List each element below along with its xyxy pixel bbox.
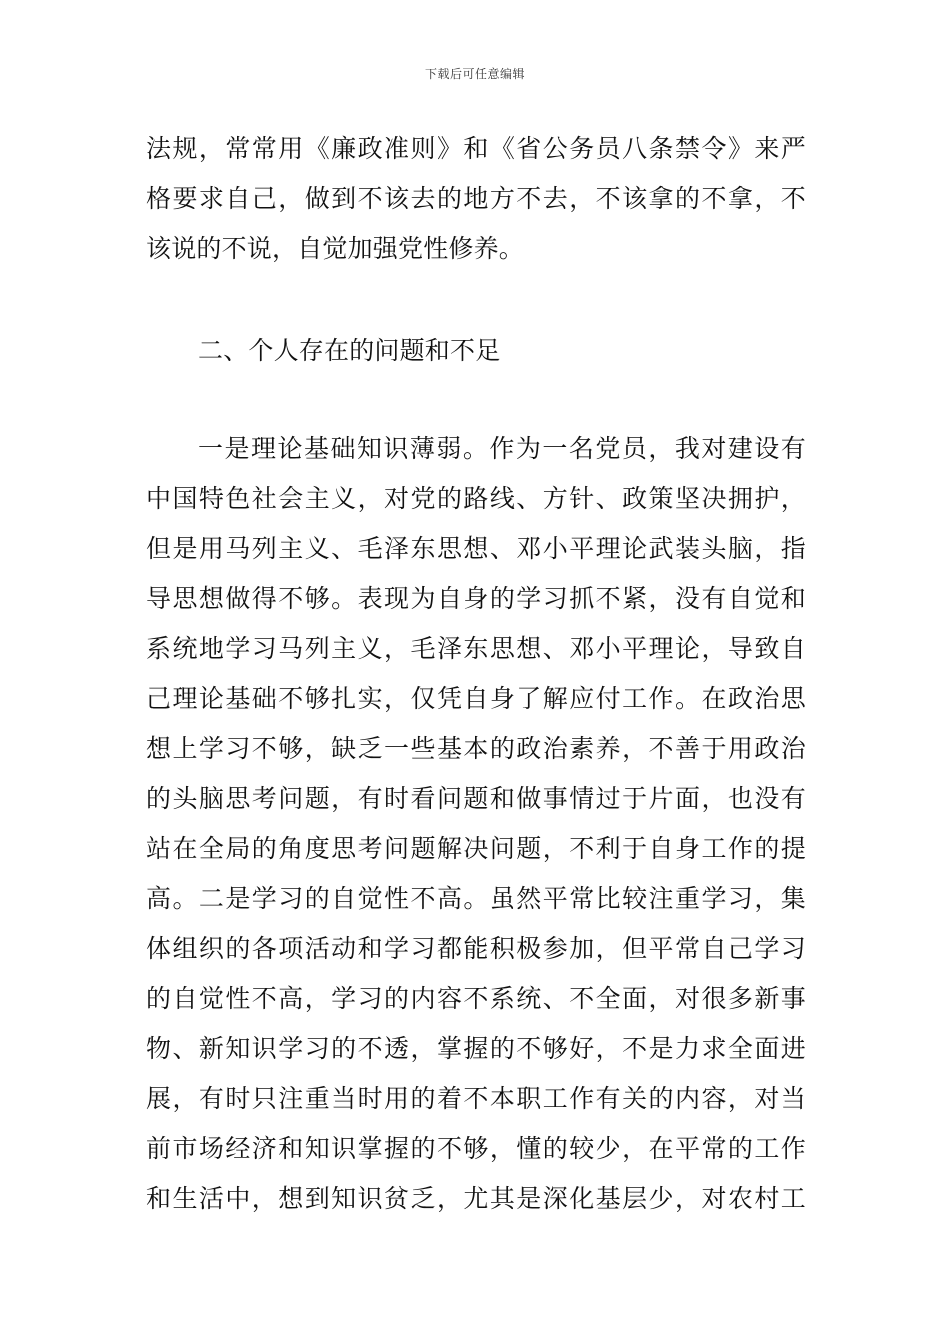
text-line: 体组织的各项活动和学习都能积极参加，但平常自己学习 [146,934,806,963]
text-line: 但是用马列主义、毛泽东思想、邓小平理论武装头脑，指 [146,534,806,563]
text-line: 该说的不说，自觉加强党性修养。 [146,234,525,263]
text-line: 中国特色社会主义，对党的路线、方针、政策坚决拥护， [146,484,806,513]
text-line: 导思想做得不够。表现为自身的学习抓不紧，没有自觉和 [146,584,806,613]
text-line: 物、新知识学习的不透，掌握的不够好，不是力求全面进 [146,1034,806,1063]
text-line: 和生活中，想到知识贫乏，尤其是深化基层少，对农村工 [146,1184,806,1213]
text-line: 的头脑思考问题，有时看问题和做事情过于片面，也没有 [146,784,806,813]
text-line: 系统地学习马列主义，毛泽东思想、邓小平理论，导致自 [146,634,806,663]
text-line: 站在全局的角度思考问题解决问题，不利于自身工作的提 [146,834,806,863]
text-line: 想上学习不够，缺乏一些基本的政治素养，不善于用政治 [146,734,806,763]
text-line: 一是理论基础知识薄弱。作为一名党员，我对建设有 [198,434,806,463]
paragraph-problems [146,424,806,1224]
paragraph-continuation [146,124,806,274]
text-line: 高。二是学习的自觉性不高。虽然平常比较注重学习，集 [146,884,806,913]
section-heading-text: 二、个人存在的问题和不足 [198,336,501,365]
text-line: 展，有时只注重当时用的着不本职工作有关的内容，对当 [146,1084,806,1113]
text-line: 前市场经济和知识掌握的不够，懂的较少，在平常的工作 [146,1134,806,1163]
text-line: 法规，常常用《廉政准则》和《省公务员八条禁令》来严 [146,134,806,163]
section-heading [146,326,806,376]
text-line: 格要求自己，做到不该去的地方不去，不该拿的不拿，不 [146,184,806,213]
text-line: 的自觉性不高，学习的内容不系统、不全面，对很多新事 [146,984,806,1013]
header-note: 下载后可任意编辑 [424,67,525,81]
text-line: 己理论基础不够扎实，仅凭自身了解应付工作。在政治思 [146,684,806,713]
